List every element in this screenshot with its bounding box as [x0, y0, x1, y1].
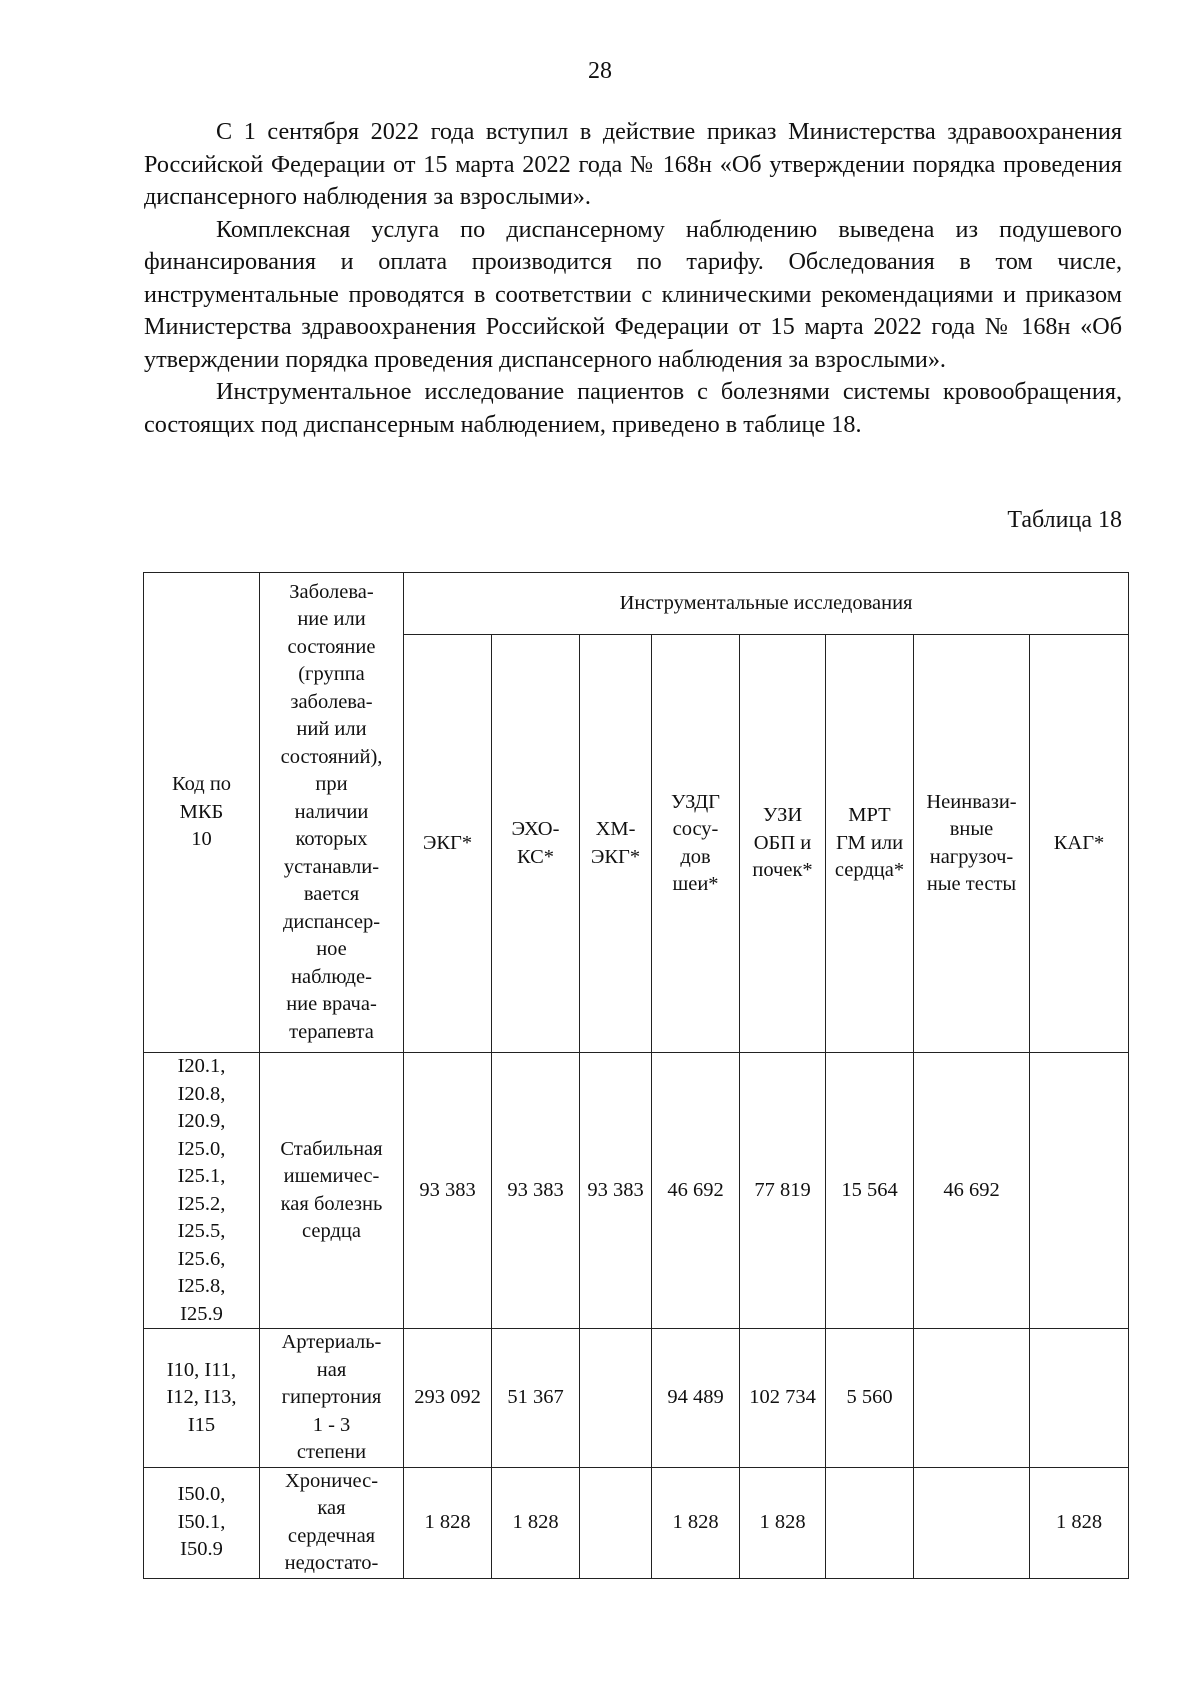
value-cell: 1 828: [1030, 1467, 1129, 1578]
column-header: [914, 635, 1030, 1053]
table-row: [144, 1329, 1129, 1468]
header-code-line: 10: [191, 828, 212, 851]
condition-cell: [260, 1053, 404, 1329]
paragraph: Инструментальное исследование пациентов с болезнями системы кровообращения, состоящих под диспансерным наблюдением, приведено в таблице 18.: [144, 378, 1122, 438]
icd-code: I25.2,: [177, 1192, 226, 1215]
header-group: Инструментальные исследования: [404, 573, 1129, 635]
column-header-line: ЭКГ*: [590, 845, 641, 868]
condition-cell: [260, 1467, 404, 1578]
icd-code: I20.9,: [177, 1110, 226, 1132]
header-condition-line: состояние: [287, 635, 376, 658]
value-cell: [914, 1467, 1030, 1578]
column-header-line: КС*: [516, 845, 555, 868]
value-cell: [914, 1329, 1030, 1468]
column-header-line: ГМ или: [835, 831, 904, 854]
paragraph: Комплексная услуга по диспансерному наблюдению выведена из подушевого финансирования и оплата производится по тарифу. Обследования в том числе, инструментальные проводятся в соответствии с клиническими рекомендациями и приказом Министерства здравоохранения Российской Федерации от 15 марта 2022 года № 168н «Об утверждении порядка проведения диспансерного наблюдения за взрослыми».: [144, 215, 1122, 373]
icd-code: I25.5,: [177, 1220, 226, 1242]
icd-code: I50.0,: [177, 1483, 226, 1506]
header-code-line: Код по: [171, 773, 232, 796]
icd-code: I25.1,: [177, 1165, 226, 1187]
column-header-line: УЗДГ: [670, 790, 721, 813]
column-header-line: ОБП и: [753, 831, 812, 854]
value-cell: 77 819: [740, 1053, 826, 1329]
column-header: [492, 635, 580, 1053]
column-header-line: почек*: [752, 859, 813, 882]
value-cell: 1 828: [492, 1467, 580, 1578]
condition-line: 1 - 3: [312, 1413, 351, 1436]
condition-line: ная: [316, 1358, 347, 1381]
header-condition-line: заболева-: [290, 690, 373, 713]
column-header-line: ЭКГ*: [422, 831, 473, 854]
value-cell: [580, 1467, 652, 1578]
header-condition-line: устанавли-: [283, 855, 380, 878]
icd-code: I12, I13,: [166, 1386, 237, 1408]
instrumental-studies-table: [143, 572, 1129, 1579]
value-cell: 1 828: [652, 1467, 740, 1578]
column-header: [580, 635, 652, 1053]
header-condition-line: которых: [295, 828, 368, 851]
column-header-line: вные: [949, 818, 994, 840]
icd-code-cell: [144, 1053, 260, 1329]
value-cell: 293 092: [404, 1329, 492, 1468]
icd-code: I25.0,: [177, 1137, 226, 1160]
column-header-line: КАГ*: [1053, 831, 1105, 854]
header-code-line: МКБ: [179, 800, 224, 823]
condition-line: ишемичес-: [283, 1165, 380, 1187]
column-header-line: Неинвази-: [926, 790, 1017, 813]
column-header-line: нагрузоч-: [929, 845, 1014, 868]
header-condition-line: диспансер-: [282, 910, 381, 933]
condition-line: недостато-: [284, 1552, 379, 1574]
body-text: [144, 116, 1122, 441]
icd-code-cell: [144, 1467, 260, 1578]
condition-line: сердца: [302, 1220, 361, 1242]
header-condition: [260, 573, 404, 1053]
value-cell: 93 383: [580, 1053, 652, 1329]
column-header: [652, 635, 740, 1053]
header-condition-line: ний или: [296, 718, 367, 741]
icd-code: I25.9: [180, 1302, 223, 1325]
value-cell: 93 383: [492, 1053, 580, 1329]
value-cell: 15 564: [826, 1053, 914, 1329]
condition-cell: [260, 1329, 404, 1468]
condition-line: гипертония: [281, 1386, 382, 1408]
value-cell: 93 383: [404, 1053, 492, 1329]
condition-line: кая: [317, 1497, 346, 1519]
column-header-line: шеи*: [672, 873, 719, 895]
paragraph: С 1 сентября 2022 года вступил в действие приказ Министерства здравоохранения Российской Федерации от 15 марта 2022 года № 168н «Об утверждении порядка проведения диспансерного наблюдения за взрослыми».: [144, 118, 1122, 210]
header-condition-line: ние врача-: [286, 993, 377, 1016]
header-code: [144, 573, 260, 1053]
value-cell: 94 489: [652, 1329, 740, 1468]
icd-code: I10, I11,: [166, 1358, 237, 1381]
header-condition-line: наличии: [294, 800, 369, 823]
header-condition-line: состояний),: [280, 745, 383, 768]
column-header-line: дов: [680, 845, 711, 868]
table-row: [144, 1053, 1129, 1329]
header-condition-line: при: [315, 773, 348, 796]
column-header-line: сосу-: [672, 818, 719, 840]
column-header-line: ХМ-: [595, 818, 636, 840]
icd-code: I20.1,: [177, 1055, 226, 1077]
value-cell: 102 734: [740, 1329, 826, 1468]
column-header: [740, 635, 826, 1053]
icd-code: I50.9: [180, 1538, 223, 1561]
header-condition-line: терапевта: [289, 1020, 374, 1043]
column-header-line: УЗИ: [762, 804, 803, 827]
value-cell: 46 692: [652, 1053, 740, 1329]
value-cell: 5 560: [826, 1329, 914, 1468]
column-header: [826, 635, 914, 1053]
condition-line: Стабильная: [280, 1137, 383, 1160]
column-header-line: ные тесты: [926, 873, 1017, 895]
header-condition-line: ное: [316, 938, 347, 961]
header-condition-line: ние или: [297, 608, 366, 631]
header-condition-line: вается: [303, 883, 360, 906]
column-header-line: МРТ: [848, 804, 891, 827]
condition-line: Хроничес-: [284, 1469, 379, 1492]
icd-code: I50.1,: [177, 1510, 226, 1533]
value-cell: 1 828: [404, 1467, 492, 1578]
column-header-line: ЭХО-: [511, 818, 560, 840]
value-cell: [1030, 1329, 1129, 1468]
condition-line: сердечная: [287, 1524, 376, 1547]
table-caption: Таблица 18: [1007, 507, 1122, 533]
value-cell: [826, 1467, 914, 1578]
condition-line: степени: [296, 1441, 367, 1463]
header-condition-line: Заболева-: [289, 580, 374, 603]
value-cell: 1 828: [740, 1467, 826, 1578]
icd-code: I25.6,: [177, 1247, 226, 1270]
value-cell: 46 692: [914, 1053, 1030, 1329]
icd-code: I25.8,: [177, 1275, 226, 1297]
value-cell: 51 367: [492, 1329, 580, 1468]
column-header: [1030, 635, 1129, 1053]
page-number: 28: [588, 58, 612, 84]
column-header-line: сердца*: [834, 859, 905, 882]
icd-code-cell: [144, 1329, 260, 1468]
column-header: [404, 635, 492, 1053]
condition-line: кая болезнь: [280, 1192, 383, 1215]
value-cell: [1030, 1053, 1129, 1329]
icd-code: I15: [187, 1413, 216, 1436]
header-condition-line: наблюде-: [291, 965, 372, 988]
header-condition-line: (группа: [298, 663, 365, 686]
value-cell: [580, 1329, 652, 1468]
table-row: [144, 1467, 1129, 1578]
icd-code: I20.8,: [177, 1082, 226, 1105]
condition-line: Артериаль-: [281, 1331, 382, 1353]
